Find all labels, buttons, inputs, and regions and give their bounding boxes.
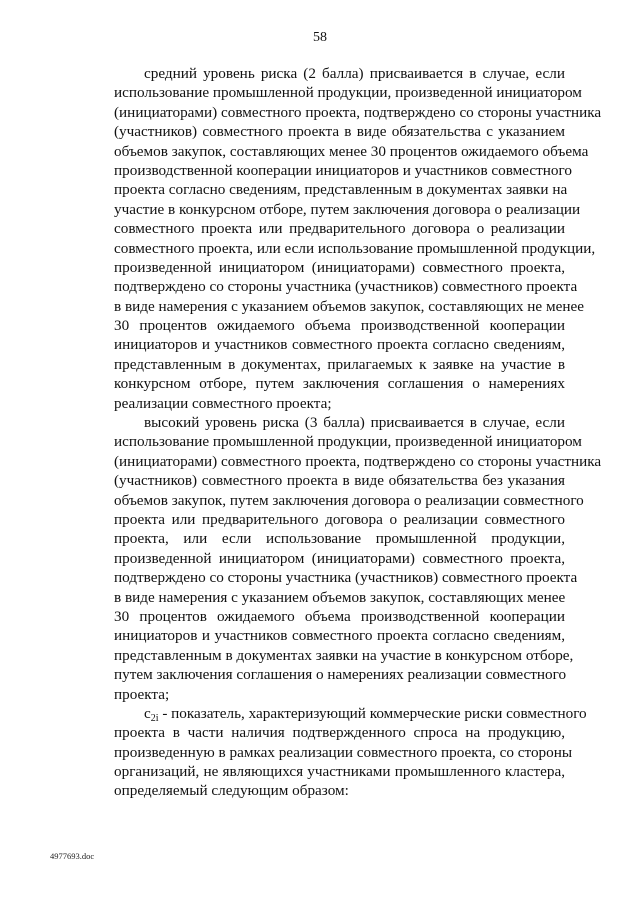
text-line: (инициаторами) совместного проекта, подтверждено со стороны участника bbox=[114, 103, 602, 121]
text-line: 30 процентов ожидаемого объема производственной кооперации bbox=[114, 607, 565, 625]
text-line: (инициаторами) совместного проекта, подтверждено со стороны участника bbox=[114, 452, 602, 470]
indicator-symbol: c bbox=[144, 704, 151, 722]
text-line: в виде намерения с указанием объемов закупок, составляющих менее bbox=[114, 588, 566, 606]
text-line: 30 процентов ожидаемого объема производственной кооперации bbox=[114, 317, 565, 335]
text-line: произведенной инициатором (инициаторами) совместного проекта, bbox=[114, 549, 565, 567]
text-line: представленным в документах заявки на участие в конкурсном отборе, bbox=[114, 646, 574, 664]
text-line: использование промышленной продукции, произведенной инициатором bbox=[114, 84, 582, 102]
text-line: подтверждено со стороны участника (участников) совместного проекта bbox=[114, 569, 578, 587]
text-line bbox=[114, 704, 587, 724]
text-line: инициаторов и участников совместного проекта согласно сведениям, bbox=[114, 336, 565, 354]
line-text: - показатель, характеризующий коммерческие риски совместного bbox=[158, 704, 587, 722]
text-line: совместного проекта, или если использование промышленной продукции, bbox=[114, 239, 596, 257]
text-line: средний уровень риска (2 балла) присваивается в случае, если bbox=[144, 65, 565, 82]
page-number: 58 bbox=[313, 30, 327, 45]
text-line: объемов закупок, составляющих менее 30 процентов ожидаемого объема bbox=[114, 142, 589, 160]
paragraph-high-risk bbox=[114, 413, 602, 704]
footer-filename: 4977693.doc bbox=[50, 851, 95, 861]
text-line: произведенную в рамках реализации совместного проекта, со стороны bbox=[114, 743, 573, 761]
text-line: совместного проекта или предварительного договора о реализации bbox=[114, 220, 565, 238]
text-line: проекта или предварительного договора о реализации совместного bbox=[114, 510, 565, 528]
text-line: подтверждено со стороны участника (участников) совместного проекта bbox=[114, 278, 578, 296]
text-line: инициаторов и участников совместного проекта согласно сведениям, bbox=[114, 627, 565, 645]
text-line: объемов закупок, путем заключения договора о реализации совместного bbox=[114, 491, 584, 509]
indicator-subscript: 2i bbox=[150, 712, 159, 724]
text-line: представленным в документах, прилагаемых к заявке на участие в bbox=[114, 355, 565, 373]
paragraph-medium-risk bbox=[114, 64, 602, 413]
text-line: путем заключения соглашения о намерениях реализации совместного bbox=[114, 666, 567, 684]
text-line: (участников) совместного проекта в виде обязательства с указанием bbox=[114, 123, 565, 141]
text-line: реализации совместного проекта; bbox=[114, 394, 332, 412]
paragraph-c2i-definition bbox=[114, 704, 587, 801]
text-line: организаций, не являющихся участниками промышленного кластера, bbox=[114, 763, 565, 781]
text-line: проекта, или если использование промышленной продукции, bbox=[114, 530, 565, 548]
text-line: в виде намерения с указанием объемов закупок, составляющих не менее bbox=[114, 297, 584, 315]
text-line: участие в конкурсном отборе, путем заключения договора о реализации bbox=[114, 200, 581, 218]
text-line: (участников) совместного проекта в виде обязательства без указания bbox=[114, 472, 565, 490]
text-line: произведенной инициатором (инициаторами) совместного проекта, bbox=[114, 258, 565, 276]
text-line: определяемый следующим образом: bbox=[114, 782, 349, 800]
text-line: проекта согласно сведениям, представленным в документах заявки на bbox=[114, 181, 568, 199]
document-body bbox=[114, 64, 602, 801]
text-line: проекта; bbox=[114, 685, 170, 703]
text-line: конкурсном отборе, путем заключения соглашения о намерениях bbox=[114, 375, 565, 393]
text-line: проекта в части наличия подтвержденного спроса на продукцию, bbox=[114, 724, 565, 742]
text-line: высокий уровень риска (3 балла) присваивается в случае, если bbox=[144, 414, 565, 432]
text-line: использование промышленной продукции, произведенной инициатором bbox=[114, 433, 582, 451]
text-line: производственной кооперации инициаторов и участников совместного bbox=[114, 161, 572, 179]
